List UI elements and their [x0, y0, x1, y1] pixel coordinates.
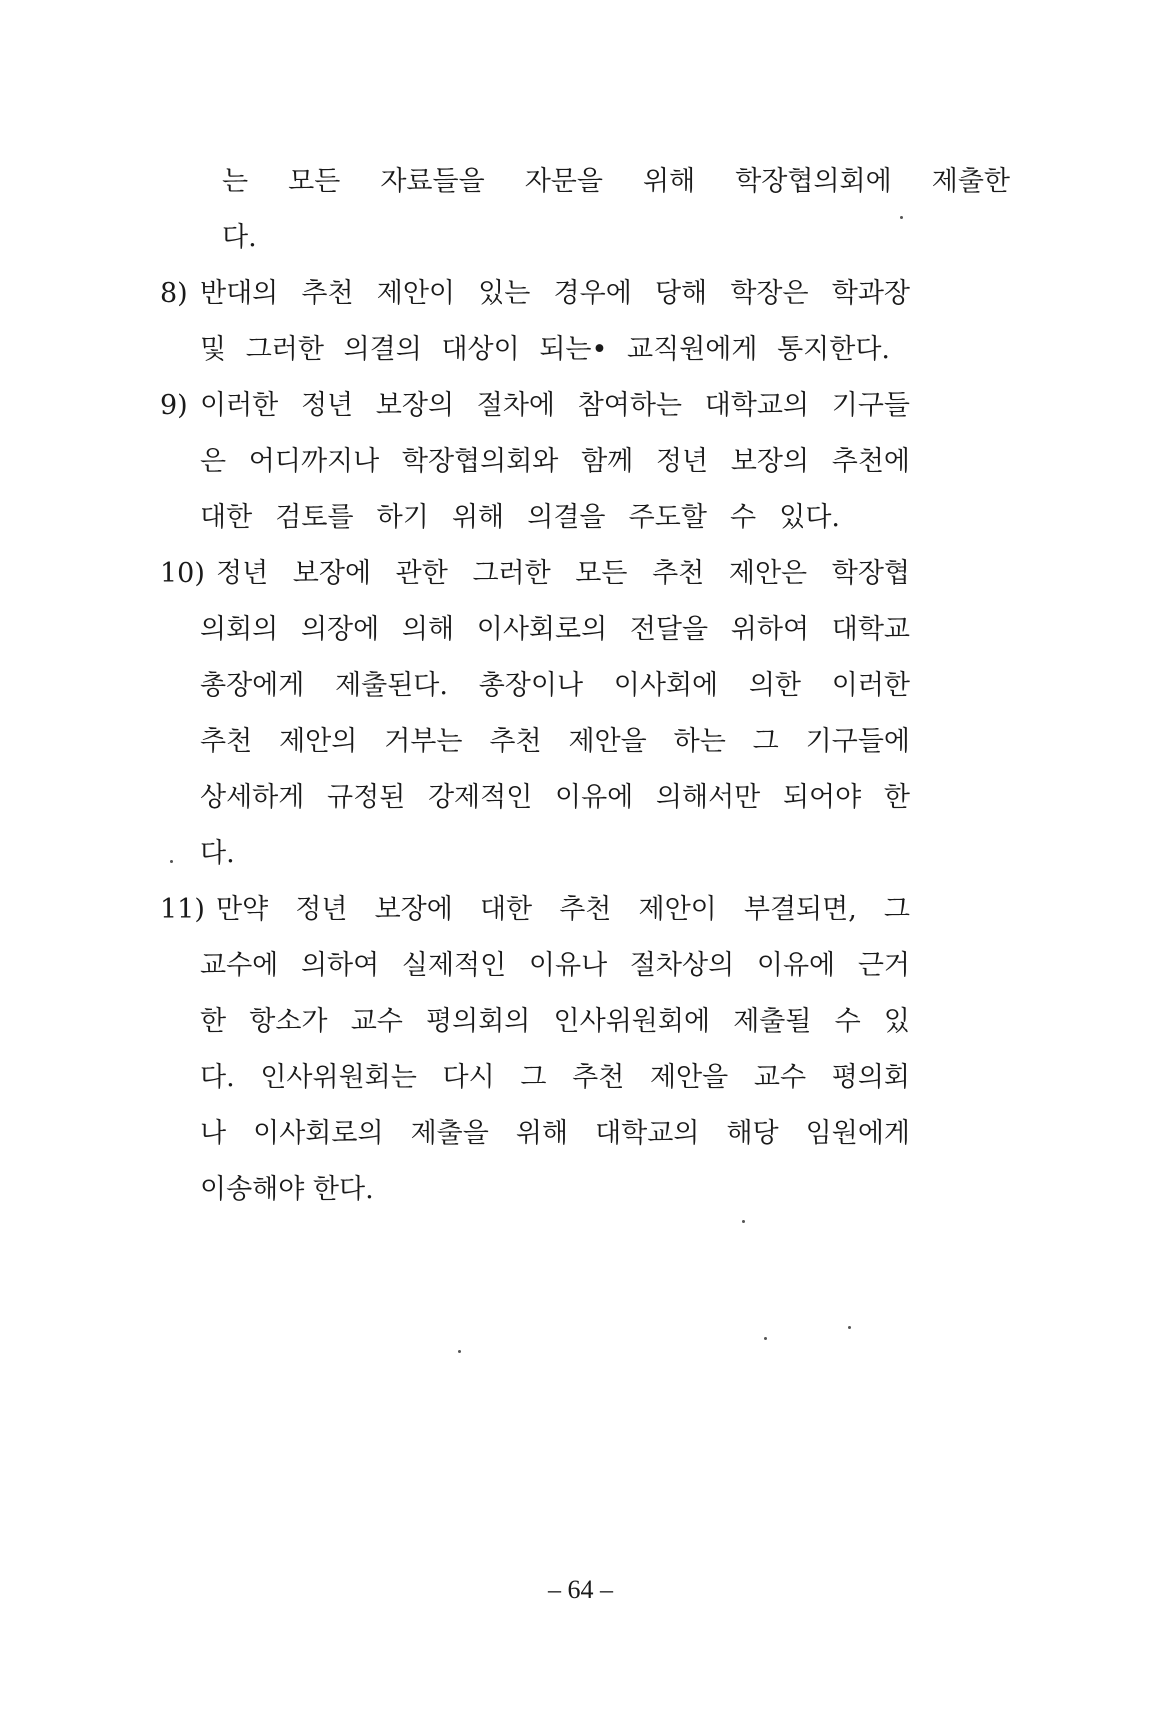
- text-line-14: 만약 정년 보장에 대한 추천 제안이 부결되면, 그: [216, 894, 910, 925]
- scan-speck: [742, 1220, 745, 1223]
- text-line-6: 은 어디까지나 학장협의회와 함께 정년 보장의 추천에: [200, 446, 910, 477]
- text-line-15: 교수에 의하여 실제적인 이유나 절차상의 이유에 근거: [200, 950, 910, 981]
- scan-speck: [458, 1350, 461, 1353]
- item-number-11: 11): [160, 894, 205, 925]
- text-line-16: 한 항소가 교수 평의회의 인사위원회에 제출될 수 있: [200, 1006, 910, 1037]
- text-line-9: 의회의 의장에 의해 이사회로의 전달을 위하여 대학교: [200, 614, 910, 645]
- scan-speck: [848, 1326, 851, 1329]
- page-number: – 64 –: [548, 1575, 613, 1604]
- scan-speck: [764, 1337, 767, 1340]
- text-line-19: 이송해야 한다.: [200, 1174, 374, 1205]
- text-line-5: 이러한 정년 보장의 절차에 참여하는 대학교의 기구들: [200, 390, 910, 421]
- text-line-17: 다. 인사위원회는 다시 그 추천 제안을 교수 평의회: [200, 1062, 910, 1093]
- scan-speck: [170, 860, 173, 863]
- text-line-10: 총장에게 제출된다. 총장이나 이사회에 의한 이러한: [200, 670, 910, 701]
- text-line-8: 정년 보장에 관한 그러한 모든 추천 제안은 학장협: [216, 558, 910, 589]
- text-line-3: 반대의 추천 제안이 있는 경우에 당해 학장은 학과장: [200, 278, 910, 309]
- text-line-11: 추천 제안의 거부는 추천 제안을 하는 그 기구들에: [200, 726, 910, 757]
- scan-speck: [900, 216, 903, 219]
- text-line-4: 및 그러한 의결의 대상이 되는• 교직원에게 통지한다.: [200, 334, 890, 365]
- text-line-1: 는 모든 자료들을 자문을 위해 학장협의회에 제출한: [222, 166, 1010, 197]
- item-number-10: 10): [160, 558, 205, 589]
- text-line-2: 다.: [222, 222, 257, 253]
- text-line-12: 상세하게 규정된 강제적인 이유에 의해서만 되어야 한: [200, 782, 910, 813]
- text-line-7: 대한 검토를 하기 위해 의결을 주도할 수 있다.: [200, 502, 840, 533]
- text-line-13: 다.: [200, 838, 235, 869]
- item-number-9: 9): [160, 390, 188, 421]
- text-line-18: 나 이사회로의 제출을 위해 대학교의 해당 임원에게: [200, 1118, 910, 1149]
- item-number-8: 8): [160, 278, 188, 309]
